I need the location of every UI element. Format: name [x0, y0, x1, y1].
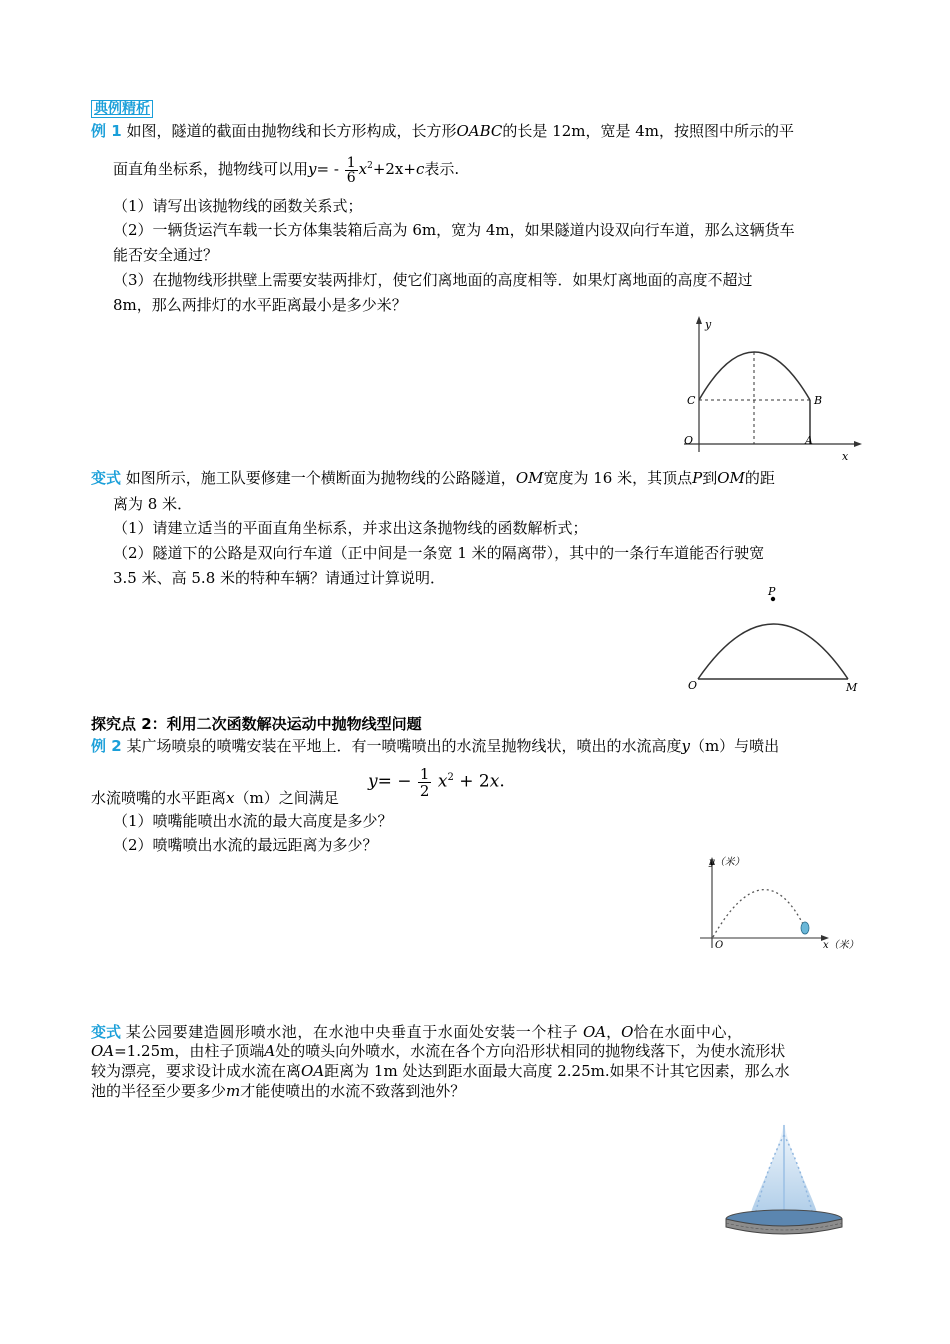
var2-line1: 变式 某公园要建造圆形喷水池，在水池中央垂直于水面处安装一个柱子 OA，O恰在水面中心，: [91, 1023, 743, 1041]
fig1-label-b: B: [814, 394, 823, 407]
tunnel-figure: [670, 312, 870, 462]
fountain-image: [720, 1115, 850, 1240]
var1-line2: 离为 8 米．: [113, 495, 193, 513]
fig2-label-m: M: [846, 681, 858, 694]
fig3-label-x: x（米）: [823, 940, 859, 951]
var2-line2: OA=1.25m，由柱子顶端A处的喷头向外喷水，水流在各个方向沿形状相同的抛物线落下，为使水流形状: [91, 1042, 786, 1060]
var1-q2b: 3.5 米、高 5.8 米的特种车辆？请通过计算说明．: [113, 569, 446, 587]
fig1-label-a: A: [805, 434, 813, 447]
fountain-trajectory-figure: [695, 852, 865, 957]
ex1-line2: 面直角坐标系，抛物线可以用y= - $\frac{1}{6}$ $x^2+2x+c$表示.: [113, 154, 460, 186]
fig3-label-o: O: [715, 940, 724, 951]
parabola-tunnel-figure: [680, 585, 870, 695]
fig1-label-y: y: [705, 318, 712, 331]
var2-line4: 池的半径至少要多少m才能使喷出的水流不致落到池外？: [91, 1082, 466, 1100]
var2-tag: 变式: [91, 1023, 122, 1041]
fig2-label-p: P: [768, 585, 776, 598]
var1-q1: （1）请建立适当的平面直角坐标系，并求出这条抛物线的函数解析式；: [113, 519, 588, 537]
fig2-label-o: O: [688, 679, 698, 692]
ex1-tag: 例 1: [91, 122, 122, 140]
ex1-q3a: （3）在抛物线形拱壁上需要安装两排灯，使它们离地面的高度相等．如果灯离地面的高度不超过: [113, 271, 753, 289]
var1-q2a: （2）隧道下的公路是双向行车道（正中间是一条宽 1 米的隔离带），其中的一条行车道能否行驶宽: [113, 544, 765, 562]
ex2-tag: 例 2: [91, 737, 122, 755]
ex1-q2b: 能否安全通过？: [113, 246, 219, 264]
section2-title: 探究点 2：利用二次函数解决运动中抛物线型问题: [91, 715, 422, 733]
ex1-q1: （1）请写出该抛物线的函数关系式；: [113, 197, 363, 215]
ex2-line2: 水流喷嘴的水平距离x（m）之间满足: [91, 789, 339, 807]
ex1-q2a: （2）一辆货运汽车载一长方体集装箱后高为 6m，宽为 4m，如果隧道内设双向行车道，那么这辆货车: [113, 221, 795, 239]
var2-line3: 较为漂亮，要求设计成水流在离OA距离为 1m 处达到距水面最大高度 2.25m.如果不计其它因素，那么水: [91, 1062, 790, 1080]
ex1-q3b: 8m，那么两排灯的水平距离最小是多少米？: [113, 296, 407, 314]
ex2-q2: （2）喷嘴喷出水流的最远距离为多少？: [113, 836, 378, 854]
ex2-q1: （1）喷嘴能喷出水流的最大高度是多少？: [113, 812, 393, 830]
var1-line1: 变式 如图所示，施工队要修建一个横断面为抛物线的公路隧道，OM宽度为 16 米，其顶点P到OM的距: [91, 469, 775, 487]
fig1-label-c: C: [687, 394, 696, 407]
fig1-label-x: x: [842, 450, 849, 463]
ex2-formula: y= − $\frac{1}{2}$ $x^2 + 2x$.: [368, 764, 505, 800]
ex1-line1: 例 1 如图，隧道的截面由抛物线和长方形构成，长方形OABC的长是 12m，宽是 4m，按照图中所示的平: [91, 122, 795, 140]
fig3-label-y: y（米）: [709, 857, 745, 868]
ex1-fraction: $\frac{1}{6}$: [346, 154, 356, 186]
header-label: 典例精析: [91, 98, 153, 119]
var1-tag: 变式: [91, 469, 122, 487]
fig1-label-o: O: [684, 434, 694, 447]
ex2-line1: 例 2 某广场喷泉的喷嘴安装在平地上．有一喷嘴喷出的水流呈抛物线状，喷出的水流高度y（m）与喷出: [91, 737, 780, 755]
